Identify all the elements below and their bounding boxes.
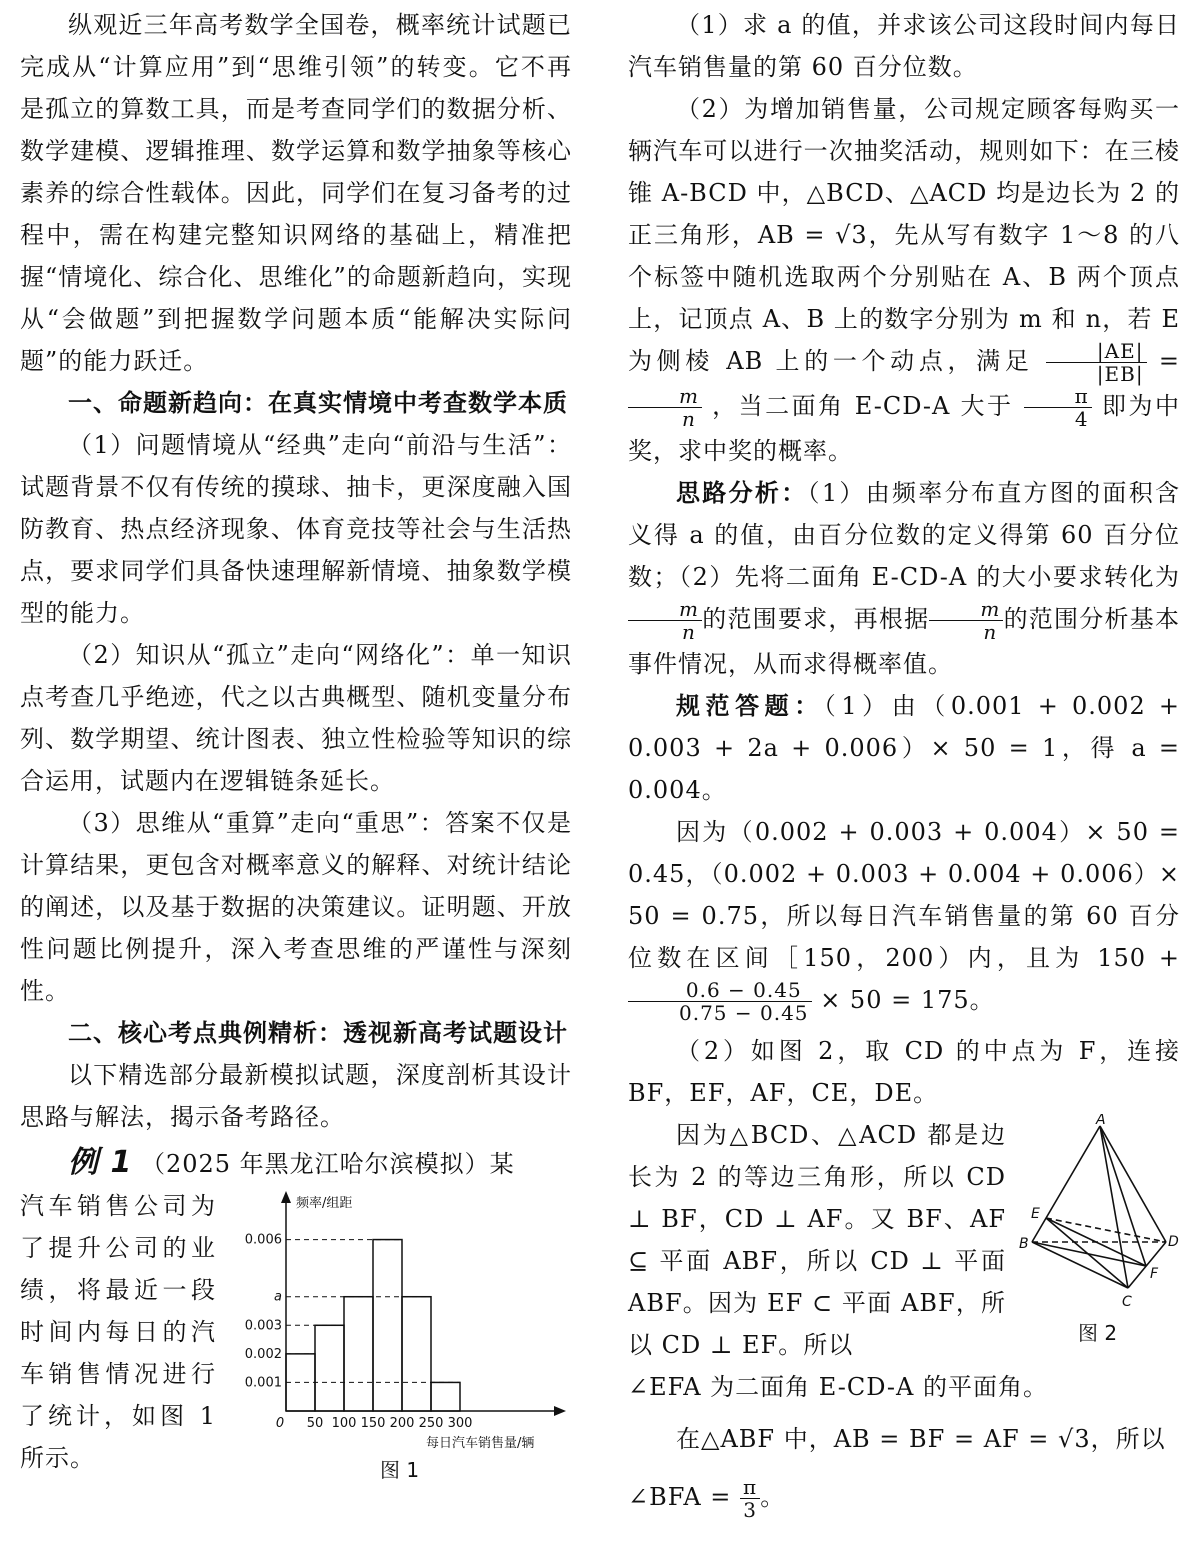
example-source: （2025 年黑龙江哈尔滨模拟）某: [140, 1150, 515, 1178]
example-block: [20, 1185, 572, 1485]
trend-point-2: （2）知识从“孤立”走向“网络化”：单一知识点考查几乎绝迹，代之以古典概型、随机变量分布列、数学期望、统计图表、独立性检验等知识的综合运用，试题内在逻辑链条延长。: [20, 641, 572, 795]
y-tick-label: 0.003: [244, 1318, 282, 1334]
tetrahedron-figure: [1018, 1114, 1180, 1344]
histogram-bar: [431, 1382, 460, 1411]
analysis-mn-fraction-2: $\frac{m}{n}$: [929, 598, 1003, 643]
y-tick-label: a: [274, 1289, 282, 1305]
figure1-caption: 图 1: [380, 1458, 420, 1482]
analysis-mn-fraction-1: $\frac{m}{n}$: [628, 598, 702, 643]
intro-paragraph: 纵观近三年高考数学全国卷，概率统计试题已完成从“计算应用”到“思维引领”的转变。它不再是孤立的算数工具，而是考查同学们的数据分析、数学建模、逻辑推理、数学运算和数学抽象等核心素养的综合性载体。因此，同学们在复习备考的过程中，需在构建完整知识网络的基础上，精准把握“情境化、综合化、思维化”的命题新趋向，实现从“会做题”到把握数学问题本质“能解决实际问题”的能力跃迁。: [20, 11, 572, 375]
pi-4-fraction: $\frac{\pi}{4}$: [1024, 385, 1092, 430]
triangle-paragraph: 在△ABF 中，AB = BF = AF = √3，所以: [676, 1425, 1166, 1453]
left-column: [20, 4, 572, 1485]
answer-text-1: （1）由（0.001 + 0.002 + 0.003 + 2a + 0.006）× 50 = 1，得 a = 0.004。: [628, 692, 1181, 804]
answer-label: 规范答题：: [676, 692, 824, 720]
x-axis-arrow: [554, 1406, 566, 1416]
example-heading: [20, 1142, 572, 1185]
histogram-bar: [373, 1240, 402, 1411]
x-tick-label: 250: [418, 1416, 444, 1431]
x-tick-label: 0: [275, 1416, 285, 1431]
x-tick-label: 300: [447, 1416, 473, 1431]
percentile-result: × 50 = 175。: [820, 986, 995, 1014]
m-n-fraction: $\frac{m}{n}$: [628, 385, 702, 430]
angle-prefix: ∠BFA =: [628, 1483, 732, 1511]
angle-result: [628, 1476, 1180, 1521]
question-2-end: 即为中奖，求中奖的概率。: [628, 392, 1180, 465]
analysis-text-3: 的范围分析基本事件情况，从而求得概率值。: [628, 605, 1181, 678]
percentile-fraction: $\frac{0.6 - 0.45}{0.75 - 0.45}$: [628, 979, 812, 1024]
x-tick-label: 150: [360, 1416, 386, 1431]
question-2-text: （2）为增加销售量，公司规定顾客每购买一辆汽车可以进行一次抽奖活动，规则如下：在三棱锥 A-BCD 中，△BCD、△ACD 均是边长为 2 的正三角形，AB = √3，先从写有数字 1～8 的八个标签中随机选取两个分别贴在 A、B 两个顶点上，记顶点 A、B 上的数字分别为 m 和 n，若 E 为侧棱 AB 上的一个动点，满足: [628, 95, 1180, 375]
trend-point-3: （3）思维从“重算”走向“重思”：答案不仅是计算结果，更包含对概率意义的解释、对统计结论的阐述，以及基于数据的决策建议。证明题、开放性问题比例提升，深入考查思维的严谨性与深刻性。: [20, 809, 572, 1005]
section1-title: 一、命题新趋向：在真实情境中考查数学本质: [68, 389, 568, 417]
y-axis-label: 频率/组距: [296, 1196, 353, 1211]
question-2-condition: ，当二面角 E-CD-A 大于: [712, 392, 1014, 420]
analysis-text-2: 的范围要求，再根据: [701, 605, 930, 633]
analysis-paragraph: [628, 472, 1180, 685]
y-tick-label: 0.002: [244, 1346, 282, 1362]
point-F: F: [1150, 1266, 1159, 1282]
analysis-label: 思路分析：: [676, 479, 808, 507]
right-column: [628, 4, 1180, 1521]
y-axis-arrow: [281, 1191, 291, 1203]
point-B: B: [1019, 1236, 1029, 1252]
x-axis-label: 每日汽车销售量/辆: [426, 1436, 535, 1451]
proof-conclusion: ∠EFA 为二面角 E-CD-A 的平面角。: [628, 1373, 1048, 1401]
point-C: C: [1122, 1294, 1132, 1310]
answer-paragraph-2: [628, 811, 1180, 1024]
y-tick-label: 0.006: [244, 1232, 282, 1248]
x-tick-label: 100: [331, 1416, 357, 1431]
section2-title: 二、核心考点典例精析：透视新高考试题设计: [68, 1019, 568, 1047]
answer-text-2: 因为（0.002 + 0.003 + 0.004）× 50 = 0.45，（0.002 + 0.003 + 0.004 + 0.006）× 50 = 0.75，所以每日汽车销售量的第 60 百分位数在区间［150，200）内，且为 150 +: [628, 818, 1180, 972]
ae-eb-fraction: $\frac{|AE|}{|EB|}$: [1046, 340, 1147, 385]
section2-intro: 以下精选部分最新模拟试题，深度剖析其设计思路与解法，揭示备考路径。: [20, 1061, 572, 1131]
x-tick-label: 50: [306, 1416, 324, 1431]
example-label: 例 1: [68, 1145, 133, 1180]
point-D: D: [1168, 1234, 1179, 1250]
histogram-bar: [315, 1325, 344, 1411]
equals-sign: =: [1158, 347, 1180, 375]
x-tick-label: 200: [389, 1416, 415, 1431]
question-2: [628, 88, 1180, 472]
part2-paragraph: （2）如图 2，取 CD 的中点为 F，连接 BF，EF，AF，CE，DE。: [628, 1037, 1180, 1107]
point-A: A: [1096, 1114, 1106, 1128]
figure2-caption: 图 2: [1078, 1321, 1118, 1344]
proof-text: 因为△BCD、△ACD 都是边长为 2 的等边三角形，所以 CD ⊥ BF，CD ⊥ AF。又 BF、AF ⊆ 平面 ABF，所以 CD ⊥ 平面 ABF。因为 EF ⊂ 平面 ABF，所以 CD ⊥ EF。所以: [628, 1121, 1006, 1359]
trend-point-1: （1）问题情境从“经典”走向“前沿与生活”：试题背景不仅有传统的摸球、抽卡，更深度融入国防教育、热点经济现象、体育竞技等社会与生活热点，要求同学们具备快速理解新情境、抽象数学模型的能力。: [20, 431, 572, 627]
point-E: E: [1031, 1206, 1040, 1222]
y-tick-label: 0.001: [244, 1375, 282, 1391]
histogram-bar: [402, 1297, 431, 1411]
proof-block: [628, 1114, 1180, 1366]
question-1: （1）求 a 的值，并求该公司这段时间内每日汽车销售量的第 60 百分位数。: [628, 11, 1180, 81]
answer-paragraph-1: [628, 685, 1180, 811]
histogram-bar: [344, 1297, 373, 1411]
angle-suffix: 。: [760, 1483, 786, 1511]
histogram-chart: [222, 1185, 572, 1485]
example-text: 汽车销售公司为了提升公司的业绩，将最近一段时间内每日的汽车销售情况进行了统计，如图 1 所示。: [20, 1192, 216, 1472]
analysis-text-1: （1）由频率分布直方图的面积含义得 a 的值，由百分位数的定义得第 60 百分位数；（2）先将二面角 E-CD-A 的大小要求转化为: [628, 479, 1180, 591]
pi-3-fraction: $\frac{\pi}{3}$: [740, 1476, 760, 1521]
